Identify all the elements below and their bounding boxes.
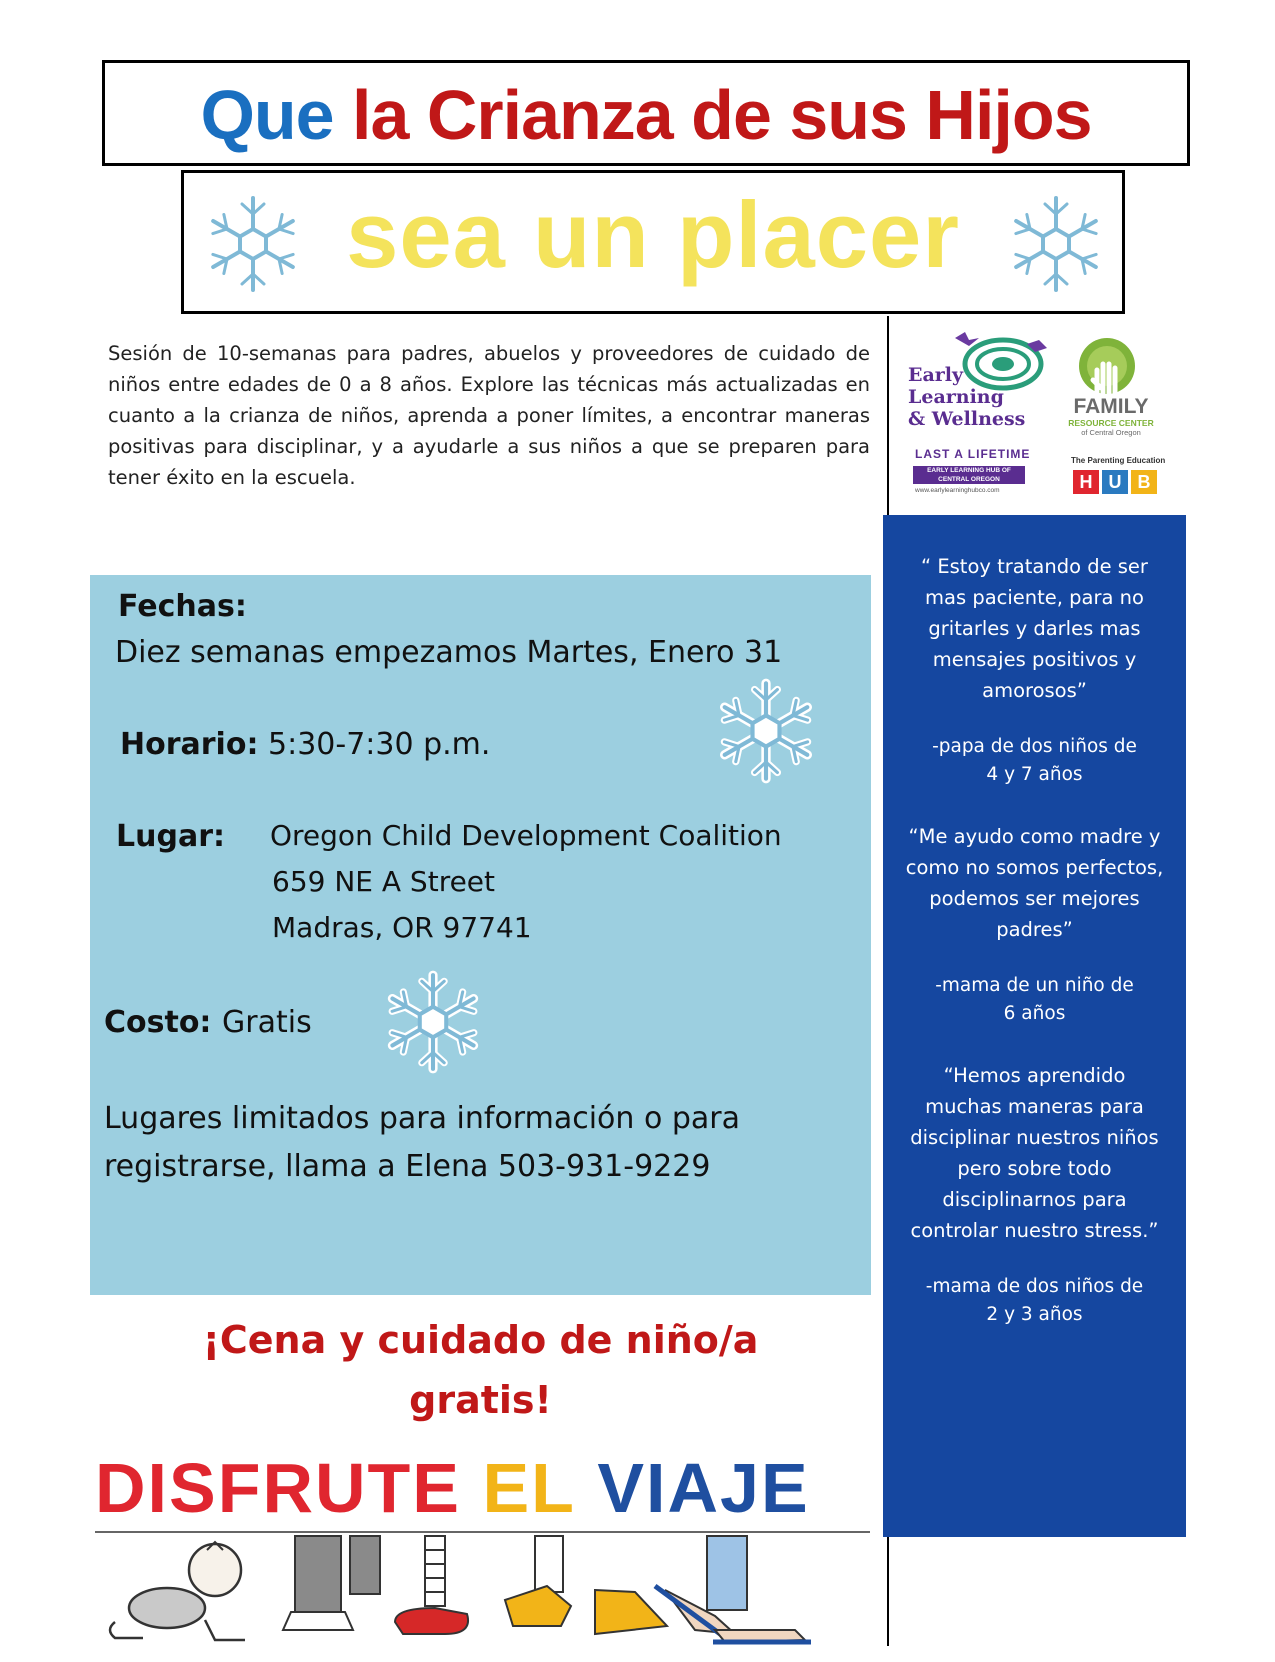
quote-line: pero sobre todo [957, 1157, 1112, 1180]
promo-line2: gratis! [409, 1378, 552, 1422]
frc-peh: The Parenting Education [1071, 456, 1166, 465]
quote-line: controlar nuestro stress.” [910, 1219, 1159, 1242]
tree-hand-logo [1073, 336, 1141, 398]
quote-attribution: -mama de dos niños de [925, 1276, 1144, 1297]
testimonial [883, 1060, 1186, 1329]
intro-paragraph: Sesión de 10-semanas para padres, abuelos y proveedores de cuidado de niños entre edades de 0 a 8 años. Explore las técnicas más actualizadas en cuanto a la crianza de niños, aprenda a poner límites, a encontrar maneras positivas para disciplinar, y a ayudarle a sus niños a que se preparen para tener éxito en la escuela. [108, 342, 870, 489]
testimonials-list [883, 515, 1186, 1329]
horario-value: 5:30-7:30 p.m. [268, 727, 491, 762]
banner-word3: VIAJE [597, 1449, 810, 1527]
walking-feet-illustration [95, 1530, 870, 1650]
quote-line: “Hemos aprendido [943, 1064, 1126, 1087]
quote-attribution: -papa de dos niños de [932, 736, 1137, 757]
banner [95, 1448, 870, 1528]
quote-line: padres” [996, 918, 1073, 941]
hub-letter-h: H [1073, 470, 1099, 494]
banner-word1: DISFRUTE [95, 1449, 461, 1527]
lugar-line2: 659 NE A Street [272, 865, 496, 898]
lugar-label: Lugar: [116, 819, 225, 854]
elw-line3: & Wellness [908, 408, 1026, 430]
page-title [105, 63, 1187, 167]
quote-line: mas paciente, para no [925, 586, 1144, 609]
testimonial [883, 821, 1186, 1028]
snowflake-icon [1002, 190, 1110, 298]
subtitle: sea un placer [346, 182, 960, 287]
frc-line3: of Central Oregon [1081, 428, 1141, 437]
quote-attribution: 2 y 3 años [986, 1304, 1083, 1325]
partner-logos [905, 330, 1170, 510]
title-word-que: Que [200, 76, 334, 154]
quote-line: muchas maneras para [925, 1095, 1144, 1118]
quote-line: podemos ser mejores [929, 887, 1140, 910]
lugar-line3: Madras, OR 97741 [272, 911, 532, 944]
fechas-label: Fechas: [118, 589, 247, 624]
promo-text [90, 1310, 871, 1430]
snowflake-icon [378, 967, 488, 1077]
quote-line: disciplinar nuestros niños [910, 1126, 1159, 1149]
quote-line: “Me ayudo como madre y [908, 825, 1161, 848]
quote-attribution: -mama de un niño de [935, 975, 1134, 996]
title-rest: la Crianza de sus Hijos [352, 76, 1092, 154]
horario-label: Horario: [120, 727, 259, 762]
elw-hub: EARLY LEARNING HUB OF CENTRAL OREGON [913, 466, 1025, 484]
promo-line1: ¡Cena y cuidado de niño/a [202, 1318, 759, 1362]
snowflake-icon [710, 675, 822, 787]
contact-line1: Lugares limitados para información o para [104, 1101, 740, 1136]
banner-word2: EL [482, 1449, 576, 1527]
frc-line1: FAMILY [1073, 395, 1149, 418]
subtitle-box [181, 170, 1125, 314]
title-box [102, 60, 1190, 166]
quote-attribution: 4 y 7 años [986, 764, 1083, 785]
hub-letter-u: U [1102, 470, 1128, 494]
details-box [90, 575, 871, 1295]
testimonial [883, 551, 1186, 789]
elw-url: www.earlylearninghubco.com [915, 487, 1000, 494]
fechas-value: Diez semanas empezamos Martes, Enero 31 [115, 635, 783, 670]
lugar-line1: Oregon Child Development Coalition [270, 819, 782, 852]
elw-line2: Learning [908, 386, 1004, 408]
quote-line: gritarles y darles mas [928, 617, 1141, 640]
frc-line2: RESOURCE CENTER [1068, 418, 1154, 428]
quote-line: “ Estoy tratando de ser [921, 555, 1148, 578]
quote-line: como no somos perfectos, [905, 856, 1164, 879]
costo-value: Gratis [222, 1005, 312, 1040]
testimonials-box [883, 515, 1186, 1537]
quote-line: mensajes positivos y [932, 648, 1137, 671]
quote-attribution: 6 años [1003, 1003, 1066, 1024]
elw-line1: Early [908, 364, 964, 386]
elw-tagline: LAST A LIFETIME [915, 447, 1031, 461]
quote-line: disciplinarnos para [942, 1188, 1127, 1211]
costo-label: Costo: [104, 1005, 212, 1040]
quote-line: amorosos” [982, 679, 1087, 702]
hub-letter-b: B [1131, 470, 1157, 494]
contact-line2: registrarse, llama a Elena 503-931-9229 [104, 1149, 711, 1184]
